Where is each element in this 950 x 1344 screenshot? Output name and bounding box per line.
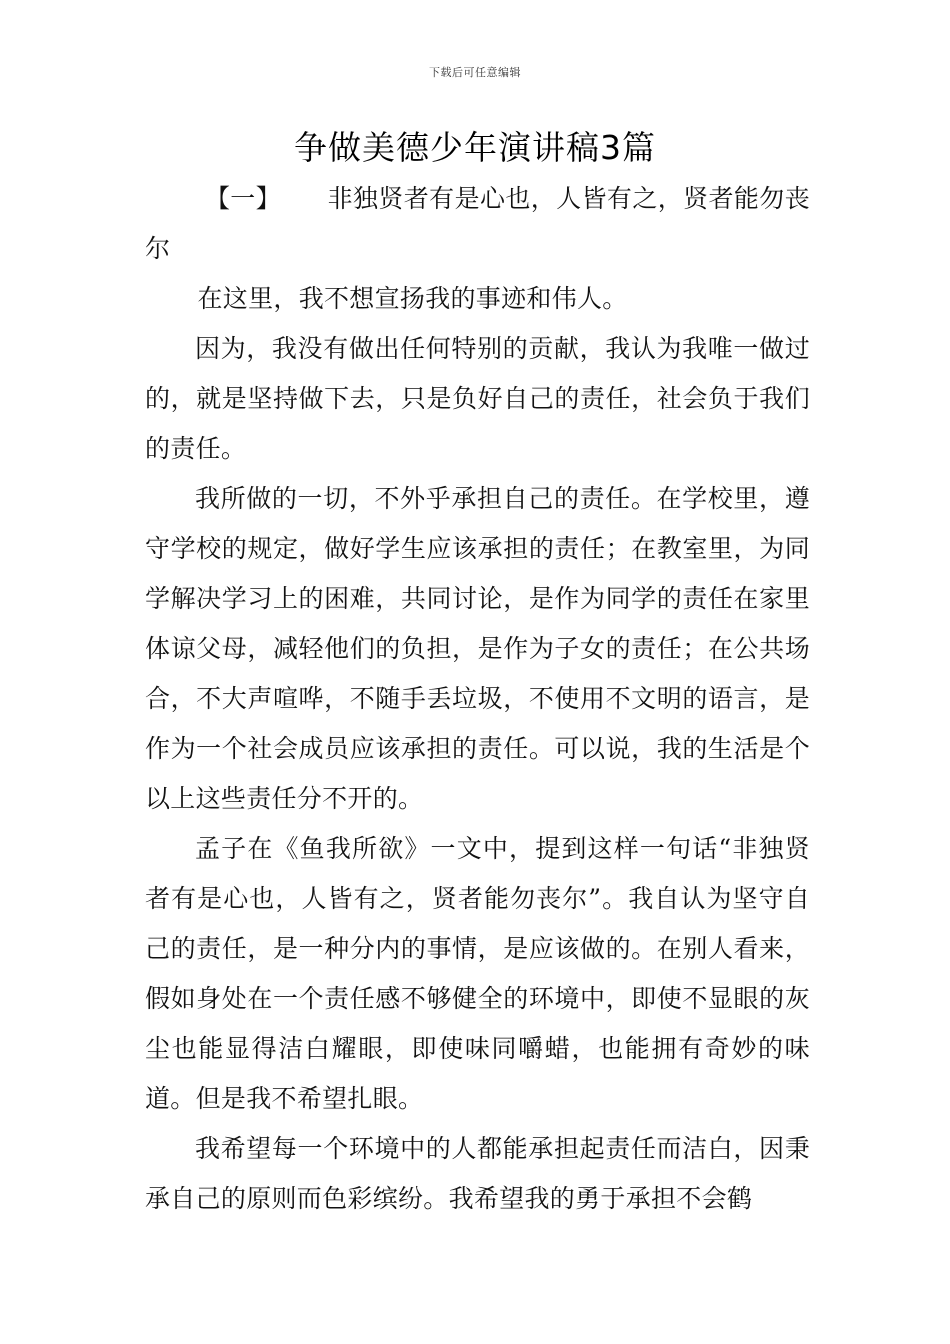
paragraph: 因为，我没有做出任何特别的贡献，我认为我唯一做过的，就是坚持做下去，只是负好自己的责任，社会负于我们的责任。: [145, 334, 810, 463]
header-note: 下载后可任意编辑: [429, 66, 521, 79]
paragraph: 孟子在《鱼我所欲》一文中，提到这样一句话“非独贤者有是心也，人皆有之，贤者能勿丧尔”。我自认为坚守自己的责任，是一种分内的事情，是应该做的。在别人看来，假如身处在一个责任感不够健全的环境中，即使不显眼的灰尘也能显得洁白耀眼，即使味同嚼蜡，也能拥有奇妙的味道。但是我不希望扎眼。: [145, 834, 810, 1113]
section-mark: 【一】: [205, 184, 281, 213]
paragraph: 在这里，我不想宣扬我的事迹和伟人。: [197, 284, 628, 313]
section-one-opening: [145, 174, 810, 274]
paragraph: 我希望每一个环境中的人都能承担起责任而洁白，因秉承自己的原则而色彩缤纷。我希望我的勇于承担不会鹤: [145, 1134, 810, 1213]
document-body: [145, 174, 810, 1224]
section-first-line: 非独贤者有是心也，人皆有之，贤者能勿丧尔: [145, 184, 810, 263]
document-title: 争做美德少年演讲稿3篇: [294, 128, 656, 167]
paragraph: 我所做的一切，不外乎承担自己的责任。在学校里，遵守学校的规定，做好学生应该承担的责任；在教室里，为同学解决学习上的困难，共同讨论，是作为同学的责任在家里体谅父母，减轻他们的负担，是作为子女的责任；在公共场合，不大声喧哗，不随手丢垃圾，不使用不文明的语言，是作为一个社会成员应该承担的责任。可以说，我的生活是个以上这些责任分不开的。: [145, 484, 810, 813]
